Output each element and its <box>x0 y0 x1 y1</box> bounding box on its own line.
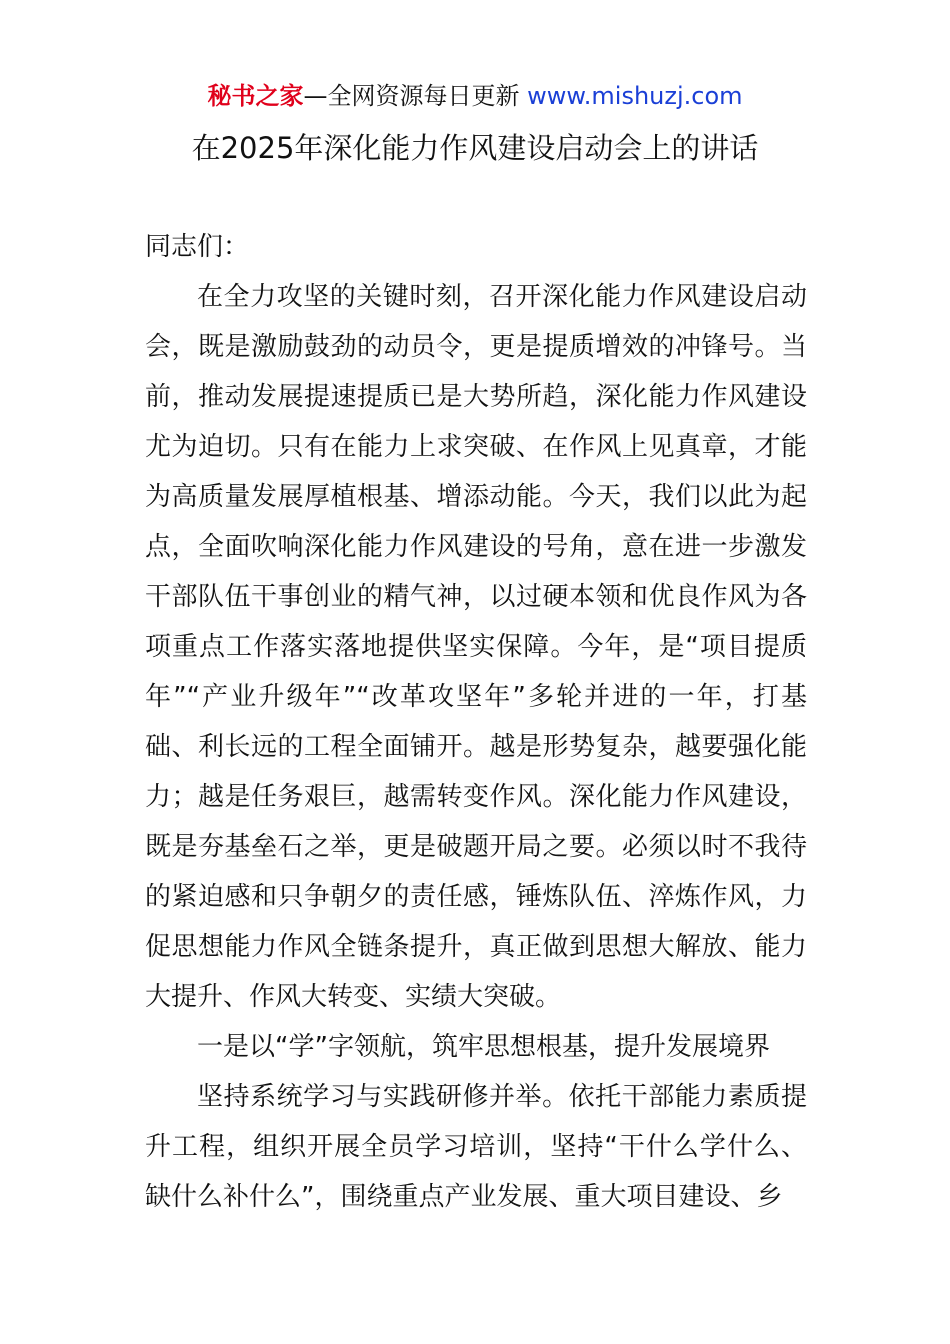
document-body <box>145 222 807 1222</box>
site-url-link[interactable]: www.mishuzj.com <box>527 82 743 110</box>
section-heading: 一是以“学”字领航，筑牢思想根基，提升发展境界 <box>197 1032 770 1062</box>
document-title: 在2025年深化能力作风建设启动会上的讲话 <box>191 131 759 165</box>
brand-name: 秘书之家 <box>207 82 304 110</box>
salutation: 同志们： <box>145 232 250 262</box>
paragraph-intro: 在全力攻坚的关键时刻，召开深化能力作风建设启动会，既是激励鼓劲的动员令，更是提质增效的冲锋号。当前，推动发展提速提质已是大势所趋，深化能力作风建设尤为迫切。只有在能力上求突破、在作风上见真章，才能为高质量发展厚植根基、增添动能。今天，我们以此为起点，全面吹响深化能力作风建设的号角，意在进一步激发干部队伍干事创业的精气神，以过硬本领和优良作风为各项重点工作落实落地提供坚实保障。今年，是“项目提质年”“产业升级年”“改革攻坚年”多轮并进的一年，打基础、利长远的工程全面铺开。越是形势复杂，越要强化能力；越是任务艰巨，越需转变作风。深化能力作风建设，既是夯基垒石之举，更是破题开局之要。必须以时不我待的紧迫感和只争朝夕的责任感，锤炼队伍、淬炼作风，力促思想能力作风全链条提升，真正做到思想大解放、能力大提升、作风大转变、实绩大突破。 <box>145 282 807 1012</box>
paragraph-section-1: 坚持系统学习与实践研修并举。依托干部能力素质提升工程，组织开展全员学习培训，坚持“干什么学什么、缺什么补什么”，围绕重点产业发展、重大项目建设、乡 <box>145 1082 807 1212</box>
banner-slogan: —全网资源每日更新 <box>303 82 528 110</box>
site-banner <box>0 80 950 112</box>
